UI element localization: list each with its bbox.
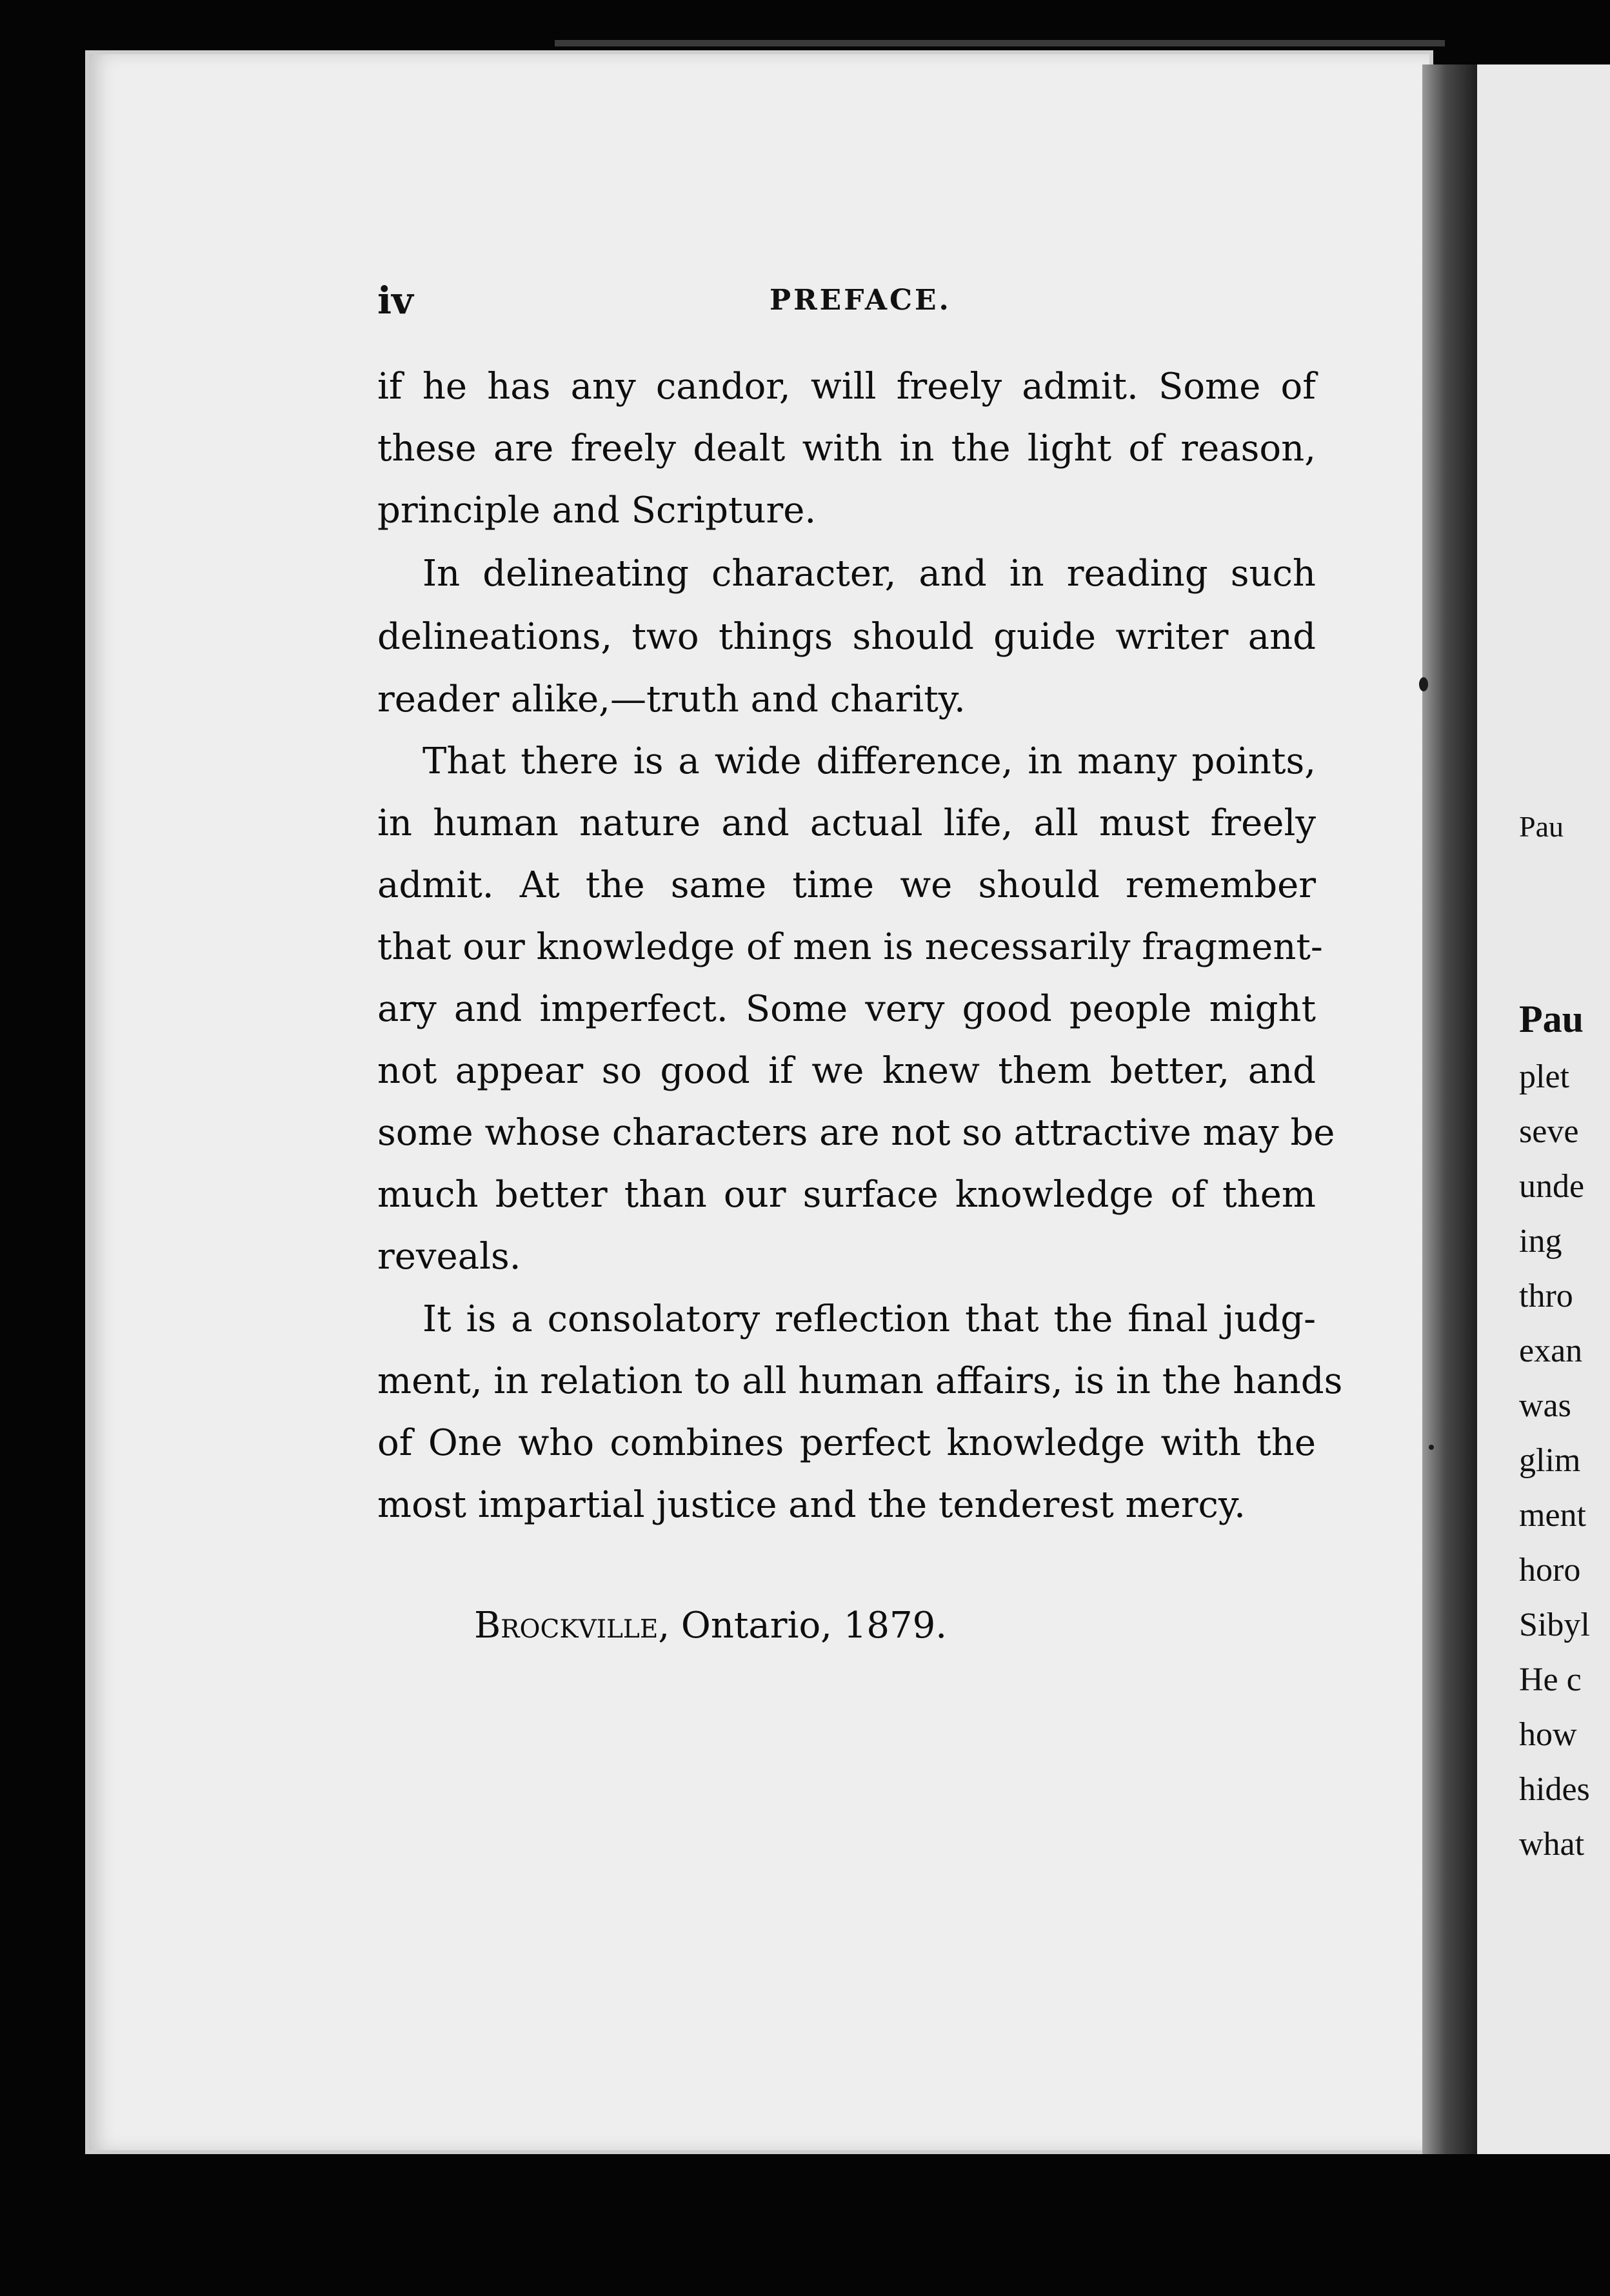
facing-line: horo bbox=[1519, 1552, 1581, 1588]
facing-heading-fragment: Pau bbox=[1519, 810, 1564, 843]
facing-line: Sibyl bbox=[1519, 1607, 1590, 1643]
text-line: of One who combines perfect knowledge with the bbox=[377, 1422, 1316, 1464]
text-line: ment, in relation to all human affairs, is in the hands bbox=[377, 1360, 1343, 1402]
facing-line: He c bbox=[1519, 1661, 1582, 1698]
text-line: ary and imperfect. Some very good people might bbox=[377, 988, 1316, 1030]
text-line: That there is a wide difference, in many points, bbox=[422, 740, 1316, 782]
text-line: It is a consolatory reflection that the final judg- bbox=[422, 1298, 1316, 1340]
text-line: In delineating character, and in reading such bbox=[422, 553, 1316, 595]
page-number: iv bbox=[377, 279, 413, 322]
text-line: reveals. bbox=[377, 1236, 521, 1278]
scan-speck bbox=[1419, 677, 1428, 691]
facing-line: glim bbox=[1519, 1442, 1581, 1479]
facing-line: ing bbox=[1519, 1223, 1562, 1260]
text-line: these are freely dealt with in the light of reason, bbox=[377, 428, 1316, 470]
text-line: principle and Scripture. bbox=[377, 490, 817, 531]
page-edge-rule bbox=[555, 40, 1445, 46]
signature-place: Brockville bbox=[474, 1605, 659, 1647]
text-line: most impartial justice and the tenderest mercy. bbox=[377, 1484, 1246, 1526]
facing-line: unde bbox=[1519, 1168, 1585, 1205]
text-line: delineations, two things should guide writer and bbox=[377, 616, 1316, 658]
signature-date: , Ontario, 1879. bbox=[658, 1605, 948, 1647]
text-line: admit. At the same time we should remember bbox=[377, 864, 1316, 906]
facing-line: was bbox=[1519, 1387, 1571, 1424]
text-line: in human nature and actual life, all must freely bbox=[377, 802, 1316, 844]
facing-line: hides bbox=[1519, 1771, 1590, 1808]
text-line: much better than our surface knowledge of them bbox=[377, 1174, 1316, 1216]
text-line: if he has any candor, will freely admit. Some of bbox=[377, 366, 1316, 408]
facing-line: Pau bbox=[1519, 998, 1584, 1040]
facing-line: exan bbox=[1519, 1332, 1583, 1369]
text-line: reader alike,—truth and charity. bbox=[377, 678, 966, 720]
running-head bbox=[377, 279, 1326, 330]
running-title: PREFACE. bbox=[770, 284, 951, 317]
scan-speck bbox=[1429, 1445, 1434, 1450]
facing-line: ment bbox=[1519, 1497, 1586, 1534]
facing-line: thro bbox=[1519, 1278, 1573, 1314]
facing-line: what bbox=[1519, 1826, 1585, 1863]
facing-line: plet bbox=[1519, 1058, 1569, 1095]
text-line: that our knowledge of men is necessarily fragment- bbox=[377, 926, 1323, 968]
preface-signature bbox=[474, 1597, 947, 1655]
text-line: not appear so good if we knew them better, and bbox=[377, 1050, 1316, 1092]
facing-line: how bbox=[1519, 1716, 1577, 1753]
book-gutter bbox=[1422, 64, 1480, 2154]
facing-line: seve bbox=[1519, 1113, 1579, 1150]
text-line: some whose characters are not so attractive may be bbox=[377, 1112, 1335, 1154]
